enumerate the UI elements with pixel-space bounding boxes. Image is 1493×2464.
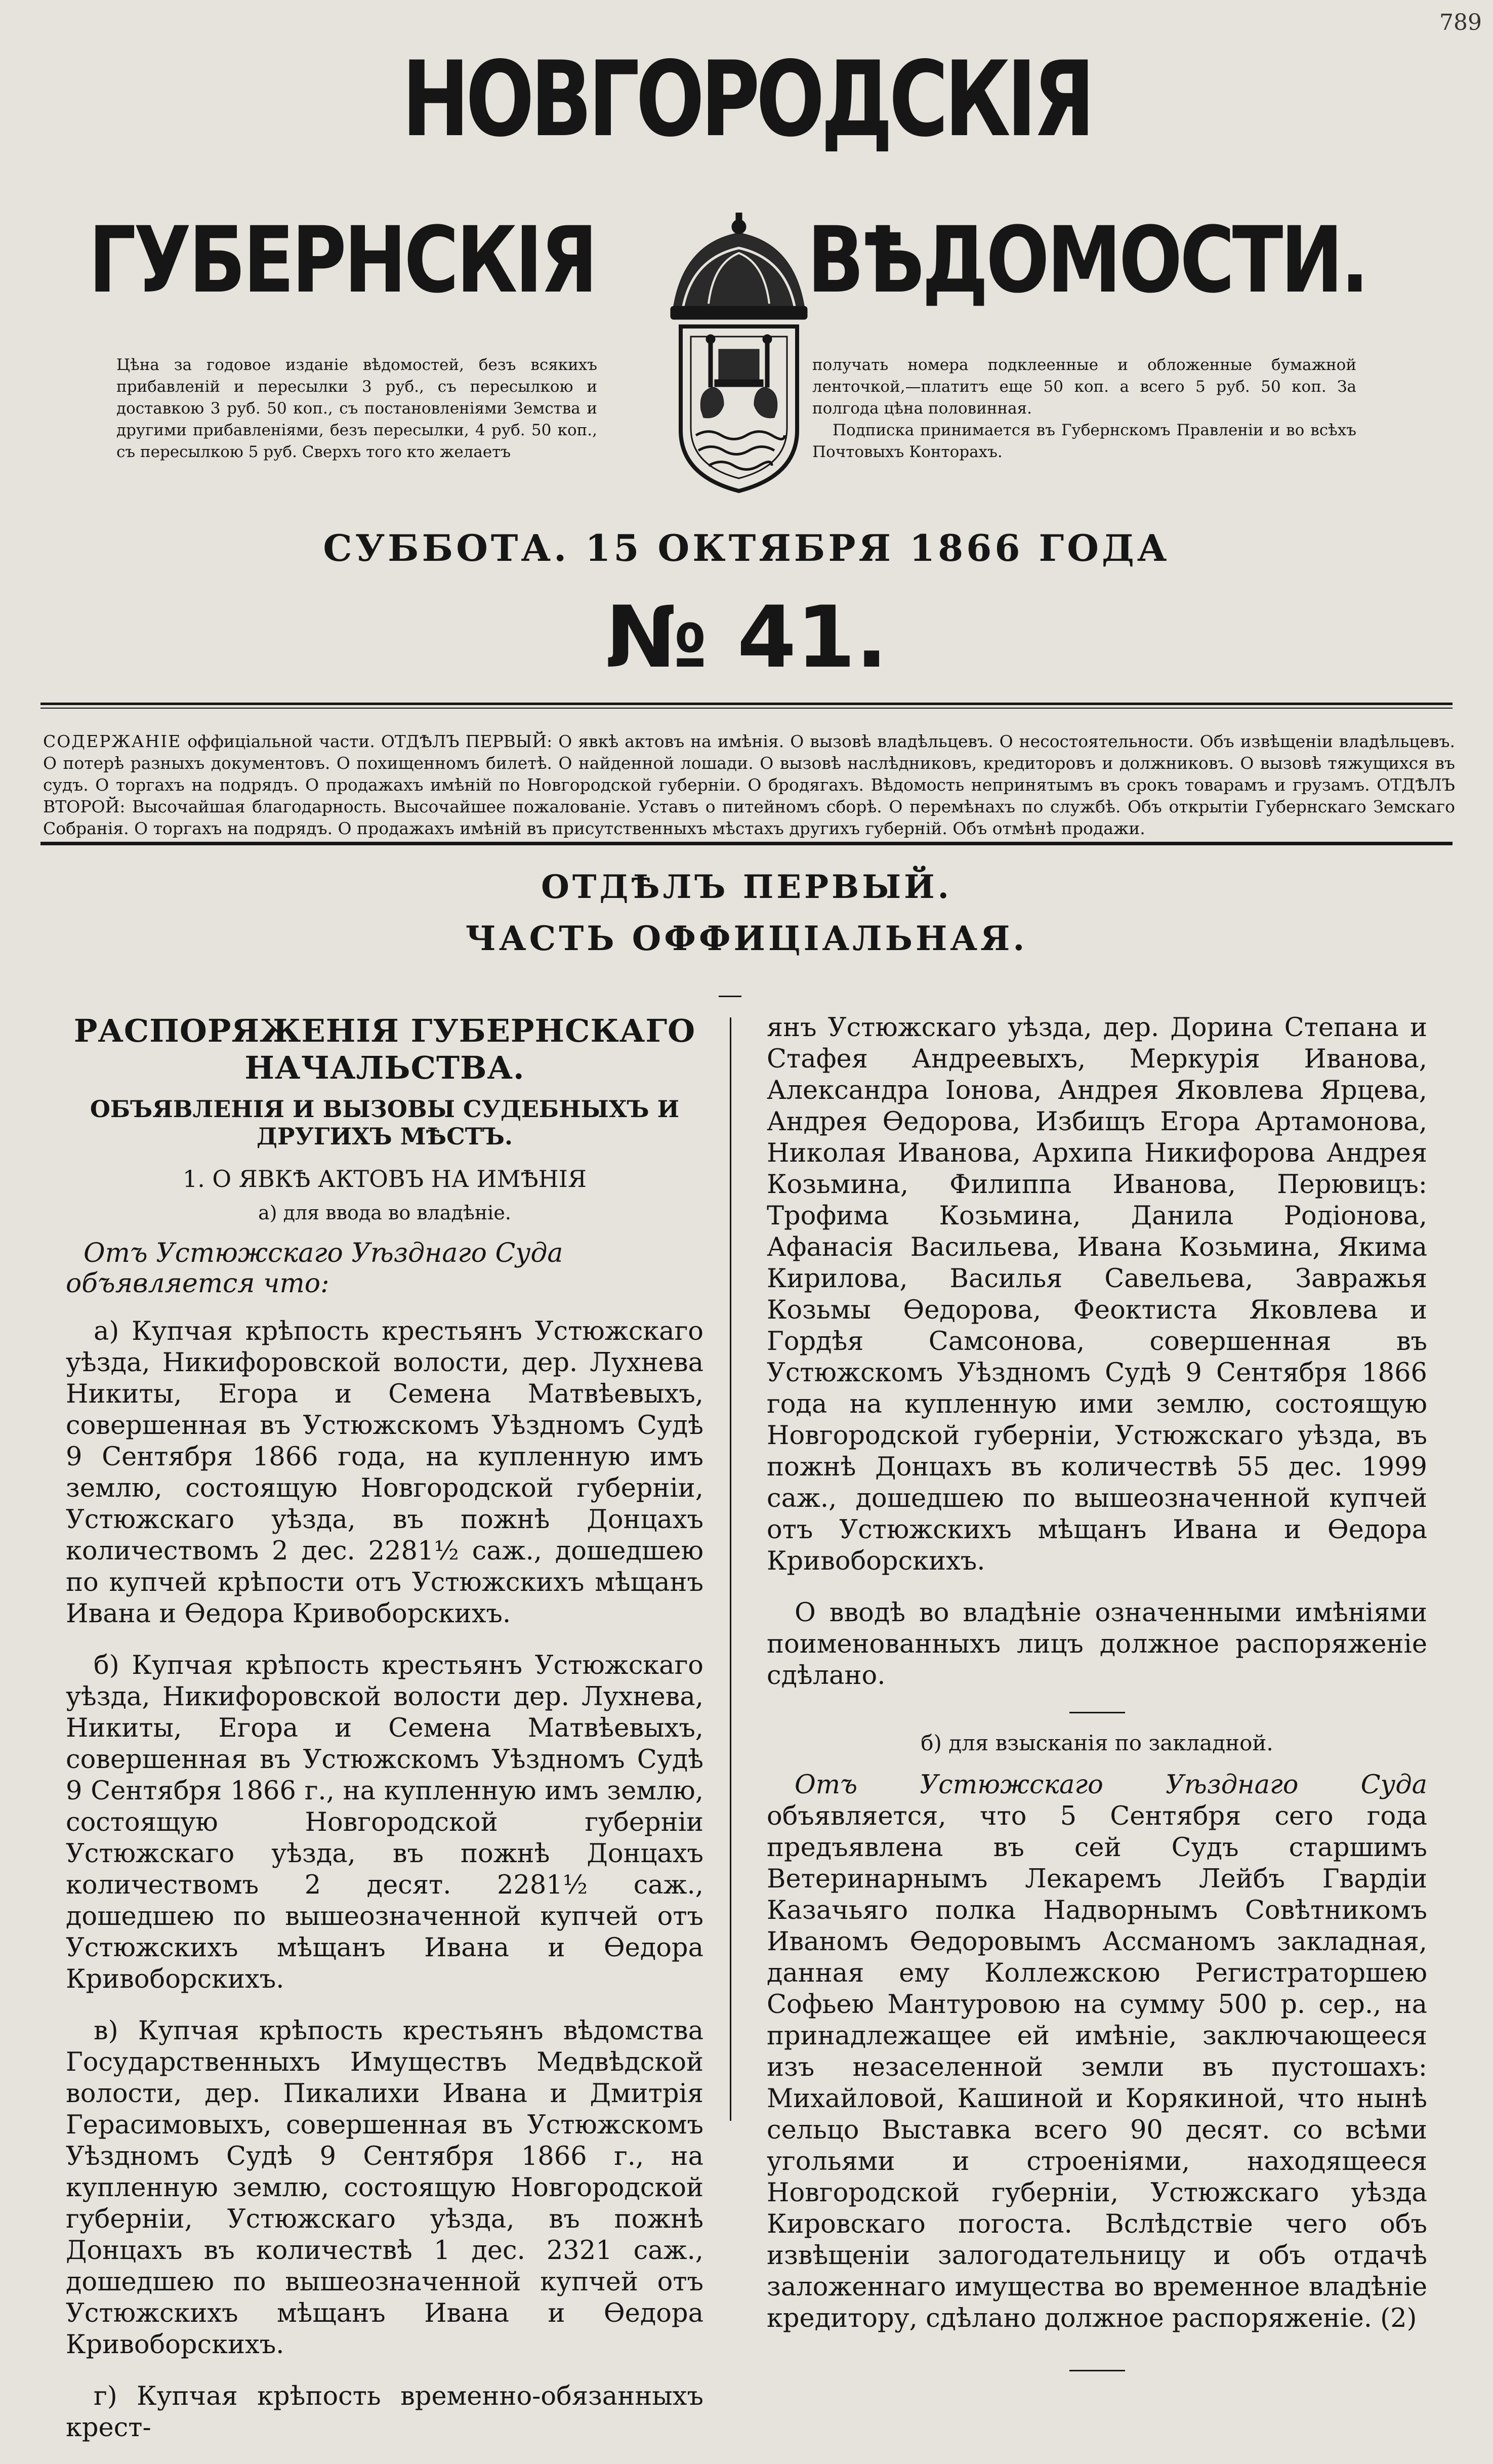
notice-paragraph: б) Купчая крѣпость крестьянъ Устюжскаго уѣзда, Никифоровской волости дер. Лухнева, Никиты, Егора и Семена Матвѣевыхъ, совершенная въ Устюжскомъ Уѣздномъ Судѣ 9 Сентября 1866 г., на купленную имъ землю, состоящую Новгородской губерніи Устюжскаго уѣзда, въ пожнѣ Донцахъ количествомъ 2 десят. 2281½ саж., дошедшею по вышеозначенной купчей отъ Устюжскихъ мѣщанъ Ивана и Ѳедора Кривоборскихъ. (66, 1651, 703, 1994)
notice-paragraph: в) Купчая крѣпость крестьянъ вѣдомства Государственныхъ Имуществъ Медвѣдской волости, дер. Пикалихи Ивана и Дмитрія Герасимовыхъ, совершенная въ Устюжскомъ Уѣздномъ Судѣ 9 Сентября 1866 г., на купленную землю, состоящую Новгородской губерніи, Устюжскаго уѣзда, въ пожнѣ Донцахъ въ количествѣ 1 дес. 2321 саж., дошедшею по вышеозначенной купчей отъ Устюжскихъ мѣщанъ Ивана и Ѳедора Кривоборскихъ. (66, 2016, 703, 2360)
price-text-right-1: получать номера подклеенные и обложенные бумажной ленточкой,—платитъ еще 50 коп. а всего 5 руб. 50 коп. За полгода цѣна половинная. (812, 356, 1356, 418)
announcements-heading: ОБЪЯВЛЕНІЯ И ВЫЗОВЫ СУДЕБНЫХЪ И ДРУГИХЪ МѢСТЪ. (90, 1095, 680, 1150)
right-column (767, 1012, 1427, 2371)
possession-subheading: а) для ввода во владѣніе. (258, 1202, 511, 1224)
notice-paragraph: О вводѣ во владѣніе означенными имѣніями поименованныхъ лицъ должное распоряженіе сдѣлано. (767, 1598, 1427, 1691)
issue-number: № 41. (605, 588, 888, 687)
header-rule-top (40, 703, 1453, 705)
acts-heading: 1. О ЯВКѢ АКТОВЪ НА ИМѢНІЯ (182, 1165, 587, 1193)
notice-number: (2) (1380, 2304, 1417, 2333)
notice-text: объявляется, что 5 Сентября сего года предъявлена въ сей Судъ старшимъ Ветеринарнымъ Лекаремъ Лейбъ Гвардіи Казачьяго полка Надворнымъ Совѣтникомъ Иваномъ Ѳедоровымъ Ассманомъ закладная, данная ему Коллежскою Регистраторшею Софьею Мантуровою на сумму 500 р. сер., на принадлежащее ей имѣніе, заключающееся изъ незаселенной земли въ пустошахъ: Михайловой, Кашиной и Корякиной, что нынѣ сельцо Выставка всего 90 десят. со всѣми угольями и строеніями, находящееся Новгородской губерніи, Устюжскаго уѣзда Кировскаго погоста. Вслѣдствіе чего объ извѣщеніи залогодательницу и объ отдачѣ заложеннаго имущества во временное владѣніе кредитору, сдѣлано должное распоряженіе. (767, 1801, 1427, 2333)
court-name: Отъ Устюжскаго Уѣзднаго Суда (795, 1770, 1427, 1800)
section-title: ОТДѢЛЪ ПЕРВЫЙ. (541, 868, 952, 906)
notice-paragraph: г) Купчая крѣпость временно-обязанныхъ крест- (66, 2381, 703, 2443)
subscription-note: Подписка принимается въ Губернскомъ Правленіи и во всѣхъ Почтовыхъ Конторахъ. (812, 421, 1356, 461)
column-divider (730, 1017, 731, 2121)
masthead-title-left: ГУБЕРНСКІЯ (89, 208, 596, 313)
left-column (66, 1012, 703, 2464)
contents-label: СОДЕРЖАНІЕ (43, 731, 182, 751)
orders-heading: РАСПОРЯЖЕНІЯ ГУБЕРНСКАГО НАЧАЛЬСТВА. (73, 1012, 696, 1086)
price-text-left: Цѣна за годовое изданіе вѣдомостей, безъ всякихъ прибавленій и пересылки 3 руб., съ пересылкою и доставкою 3 руб. 50 коп., съ постановленіями Земства и другими прибавленіями, безъ пересылки, 4 руб. 50 коп., съ пересылкою 5 руб. Сверхъ того кто желаетъ (116, 356, 597, 461)
table-of-contents (43, 730, 1455, 839)
crown-crest-icon (653, 213, 825, 496)
price-text-right (812, 354, 1356, 463)
court-announcement: Отъ Устюжскаго Уѣзднаго Суда объявляется что: (66, 1238, 563, 1299)
notice-paragraph (767, 1770, 1427, 2334)
contents-text: оффиціальной части. ОТДѢЛЪ ПЕРВЫЙ: О явкѣ актовъ на имѣнія. О вызовѣ владѣльцевъ. О несостоятельности. Объ извѣщеніи владѣльцевъ. О потерѣ разныхъ документовъ. О похищенномъ билетѣ. О найденной лошади. О вызовѣ наслѣдниковъ, кредиторовъ и должниковъ. О вызовѣ тяжущихся въ судъ. О торгахъ на подрядъ. О продажахъ имѣній по Новгородской губерніи. О бродягахъ. Вѣдомость непринятымъ въ срокъ товарамъ и грузамъ. ОТДѢЛЪ ВТОРОЙ: Высочайшая благодарность. Высочайшее пожалованіе. Уставъ о питейномъ сборѣ. О перемѣнахъ по службѣ. Объ открытіи Губернскаго Земскаго Собранія. О торгахъ на подрядъ. О продажахъ имѣній въ присутственныхъ мѣстахъ другихъ губерній. Объ отмѣнѣ продажи. (43, 731, 1455, 838)
issue-date: СУББОТА. 15 ОКТЯБРЯ 1866 ГОДА (323, 526, 1170, 569)
separator-dash (1069, 1712, 1125, 1713)
page-number: 789 (1439, 10, 1482, 35)
contents-rule (40, 842, 1453, 845)
notice-paragraph: янъ Устюжскаго уѣзда, дер. Дорина Степана и Стафея Андреевыхъ, Меркурія Иванова, Александра Іонова, Андрея Яковлева Ярцева, Андрея Ѳедорова, Избищъ Егора Артамонова, Николая Иванова, Архипа Никифорова Андрея Козьмина, Филиппа Иванова, Перювицъ: Трофима Козьмина, Данила Родіонова, Афанасія Васильева, Ивана Козьмина, Якима Кирилова, Василья Савельева, Завражья Козьмы Ѳедорова, Феоктиста Яковлева и Гордѣя Самсонова, совершенная въ Устюжскомъ Уѣздномъ Судѣ 9 Сентября 1866 года на купленную ими землю, состоящую Новгородской губерніи, Устюжскаго уѣзда, въ пожнѣ Донцахъ въ количествѣ 55 дес. 1999 саж., дошедшею по вышеозначенной купчей отъ Устюжскихъ мѣщанъ Ивана и Ѳедора Кривоборскихъ. (767, 1013, 1427, 1576)
masthead-title: НОВГОРОДСКІЯ (401, 39, 1092, 160)
notice-paragraph: а) Купчая крѣпость крестьянъ Устюжскаго уѣзда, Никифоровской волости, дер. Лухнева Никиты, Егора и Семена Матвѣевыхъ, совершенная въ Устюжскомъ Уѣздномъ Судѣ 9 Сентября 1866 года, на купленную имъ землю, состоящую Новгородской губерніи, Устюжскаго уѣзда, въ пожнѣ Донцахъ количествомъ 2 дес. 2281½ саж., дошедшею по купчей крѣпости отъ Устюжскихъ мѣщанъ Ивана и Ѳедора Кривоборскихъ. (66, 1317, 703, 1629)
separator-dash (1069, 2370, 1125, 2371)
column-tick (719, 996, 741, 997)
header-rule-bottom (40, 708, 1453, 709)
masthead-title-right: ВѢДОМОСТИ. (807, 208, 1367, 313)
section-subtitle: ЧАСТЬ ОФФИЦІАЛЬНАЯ. (465, 919, 1028, 958)
mortgage-subheading: б) для взысканія по закладной. (921, 1731, 1273, 1755)
